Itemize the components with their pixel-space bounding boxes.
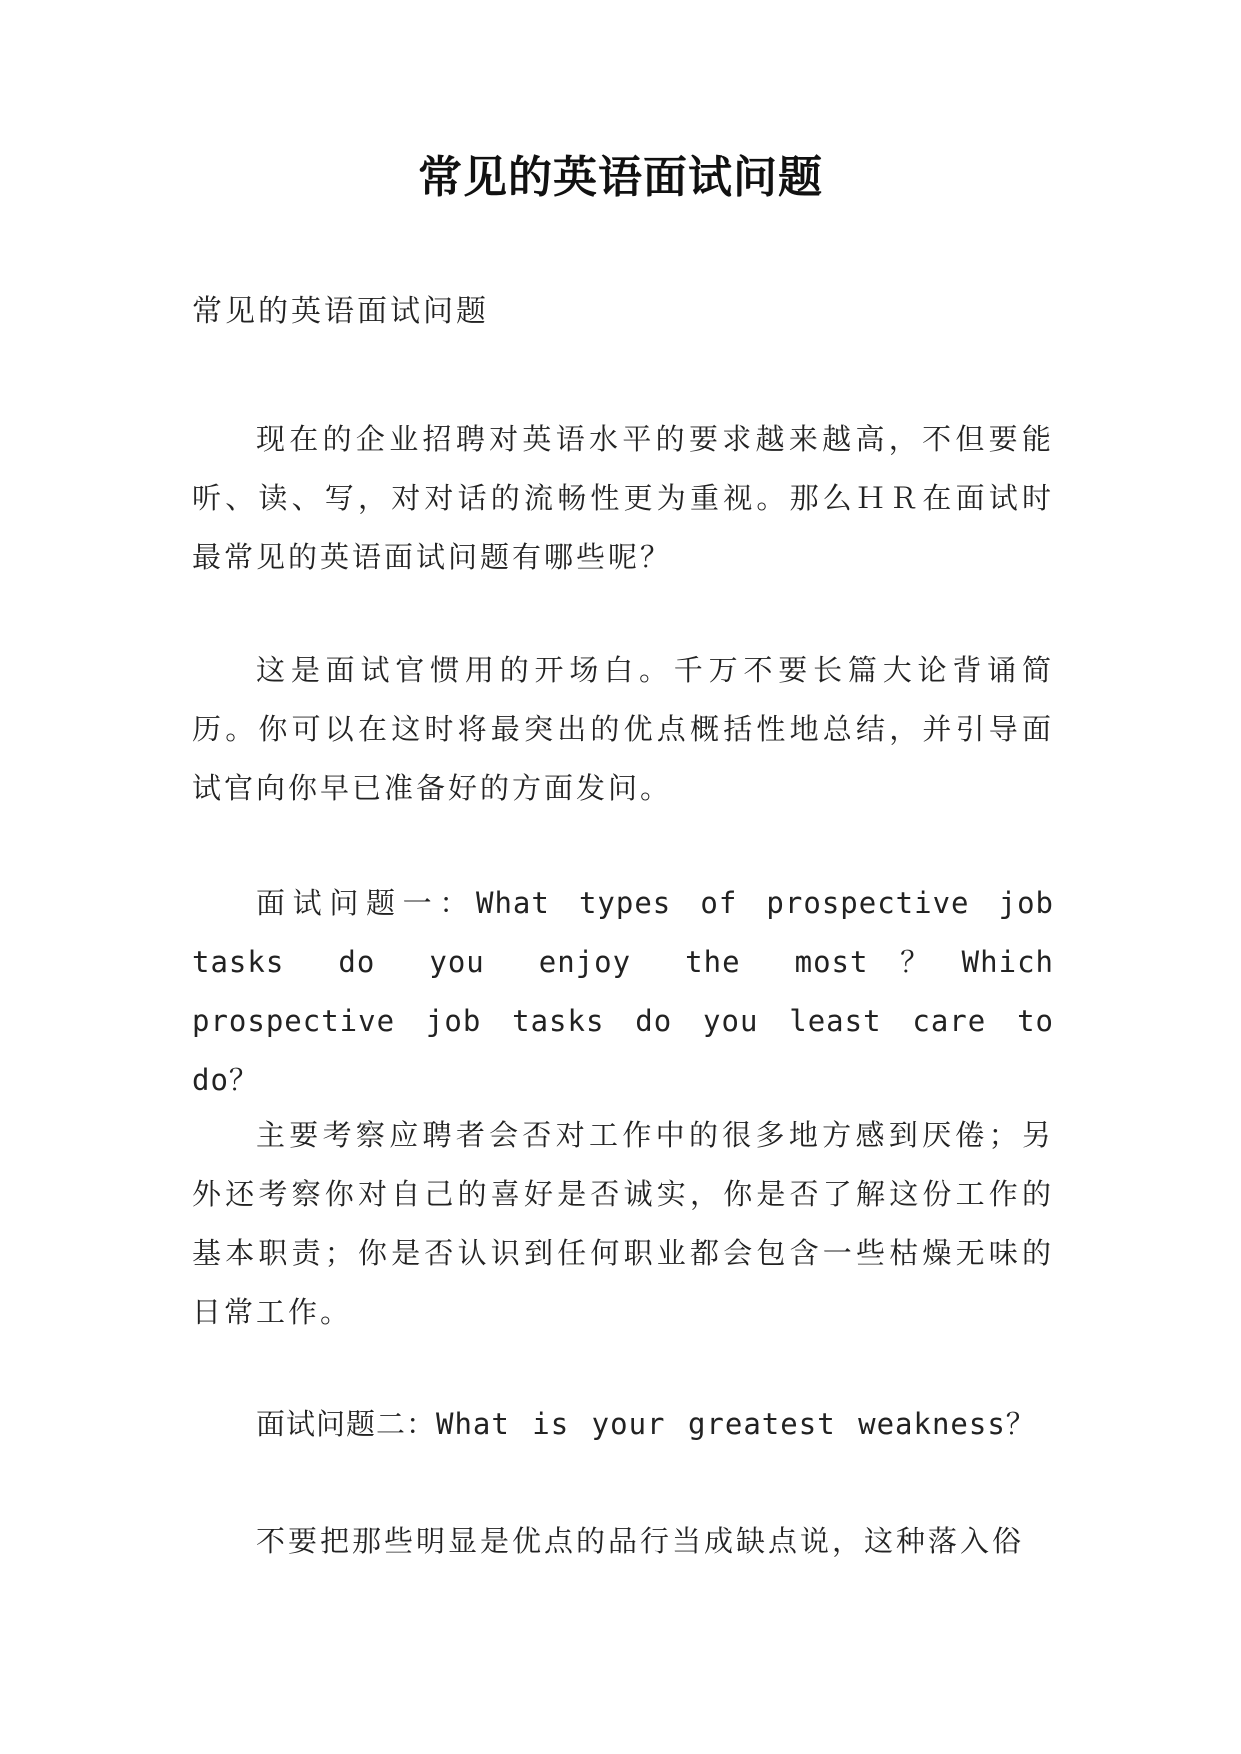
paragraph-question-one: 面试问题一：What types of prospective job tasks do you enjoy the most？Which prospective job tasks do you least care to do？: [192, 886, 1054, 1097]
paragraph-question-two: 面试问题二：What is your greatest weakness？: [256, 1407, 1036, 1441]
paragraph-intro: 现在的企业招聘对英语水平的要求越来越高，不但要能听、读、写，对对话的流畅性更为重视。那么ＨＲ在面试时最常见的英语面试问题有哪些呢？: [192, 422, 1054, 574]
document-subtitle: 常见的英语面试问题: [192, 294, 489, 329]
paragraph-question-one-explanation: 主要考察应聘者会否对工作中的很多地方感到厌倦；另外还考察你对自己的喜好是否诚实，你是否了解这份工作的基本职责；你是否认识到任何职业都会包含一些枯燥无味的日常工作。: [192, 1118, 1054, 1329]
paragraph-question-two-explanation: 不要把那些明显是优点的品行当成缺点说，这种落入俗: [256, 1524, 1025, 1558]
document-title: 常见的英语面试问题: [418, 152, 823, 203]
paragraph-opening-advice: 这是面试官惯用的开场白。千万不要长篇大论背诵简历。你可以在这时将最突出的优点概括性地总结，并引导面试官向你早已准备好的方面发问。: [192, 653, 1054, 805]
